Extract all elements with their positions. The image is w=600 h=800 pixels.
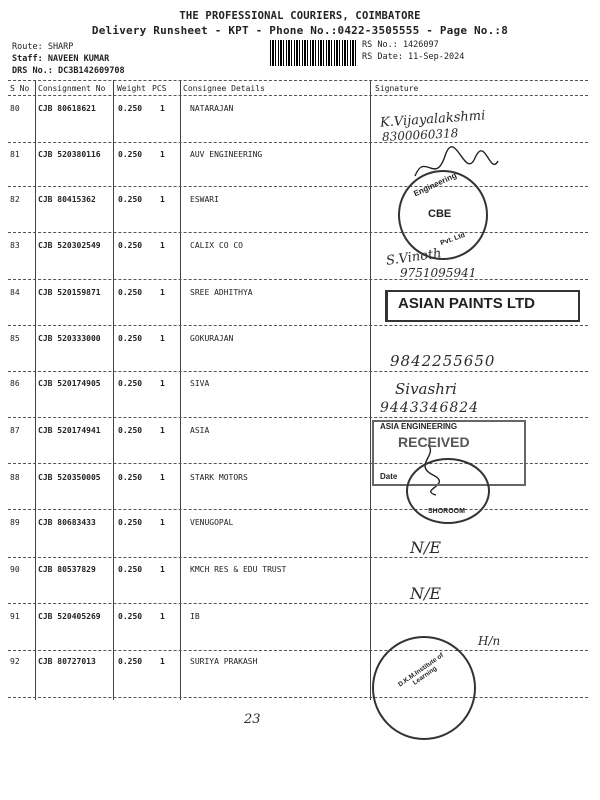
row-pcs: 1 <box>160 657 165 666</box>
institute-round-stamp <box>372 636 476 740</box>
drs-label: DRS No.: DC3B142609708 <box>12 66 125 76</box>
stamp1-top-text: Engineering <box>412 170 458 199</box>
row-consignment: CJB 520174905 <box>38 379 101 388</box>
company-title: THE PROFESSIONAL COURIERS, COIMBATORE <box>179 10 421 22</box>
row-pcs: 1 <box>160 241 165 250</box>
row-sno: 84 <box>10 288 20 297</box>
signature-83-phone: 9751095941 <box>400 266 477 280</box>
row-divider <box>8 325 588 326</box>
stamp2-text: ASIAN PAINTS LTD <box>398 295 535 312</box>
row-weight: 0.250 <box>118 426 143 435</box>
row-weight: 0.250 <box>118 334 143 343</box>
row-consignee: ASIA <box>190 426 210 435</box>
row-weight: 0.250 <box>118 518 143 527</box>
signature-80-phone: 8300060318 <box>381 126 459 144</box>
row-consignee: VENUGOPAL <box>190 518 234 527</box>
row-consignment: CJB 520159871 <box>38 288 101 297</box>
row-weight: 0.250 <box>118 612 143 621</box>
page-mark: 23 <box>244 712 261 727</box>
row-pcs: 1 <box>160 150 165 159</box>
row-consignment: CJB 80727013 <box>38 657 96 666</box>
rs-date: RS Date: 11-Sep-2024 <box>362 52 465 62</box>
runsheet-title: Delivery Runsheet - KPT - Phone No.:0422-3505555 - Page No.:8 <box>91 24 509 37</box>
row-weight: 0.250 <box>118 150 143 159</box>
row-consignment: CJB 80683433 <box>38 518 96 527</box>
column-divider <box>180 80 181 700</box>
row-divider <box>8 279 588 280</box>
signature-86-phone: 9443346824 <box>380 400 480 416</box>
row-consignee: GOKURAJAN <box>190 334 234 343</box>
row-weight: 0.250 <box>118 195 143 204</box>
row-consignment: CJB 80415362 <box>38 195 96 204</box>
row-consignee: KMCH RES & EDU TRUST <box>190 565 287 574</box>
row-divider <box>8 603 588 604</box>
stamp3-center-text: RECEIVED <box>398 434 470 450</box>
row-pcs: 1 <box>160 195 165 204</box>
staff-label: Staff: NAVEEN KUMAR <box>12 54 110 64</box>
row-divider <box>8 650 588 651</box>
row-pcs: 1 <box>160 518 165 527</box>
stamp3-top-text: ASIA ENGINEERING <box>380 422 458 431</box>
row-consignee: AUV ENGINEERING <box>190 150 263 159</box>
row-consignee: ESWARI <box>190 195 219 204</box>
row-consignment: CJB 520302549 <box>38 241 101 250</box>
row-consignee: SREE ADHITHYA <box>190 288 253 297</box>
column-divider <box>370 80 371 700</box>
col-consignment: Consignment No <box>38 84 106 93</box>
row-weight: 0.250 <box>118 473 143 482</box>
col-sno: S No <box>10 84 30 93</box>
col-pcs: PCS <box>152 84 167 93</box>
row-pcs: 1 <box>160 379 165 388</box>
stamp5-text: D.K.M.Institute of Learning <box>397 651 445 689</box>
row-consignment: CJB 520380116 <box>38 150 101 159</box>
col-weight: Weight <box>117 84 146 93</box>
row-consignment: CJB 520333000 <box>38 334 101 343</box>
header-bottom-rule <box>8 95 588 96</box>
row-sno: 88 <box>10 473 20 482</box>
stamp1-bottom-text: Pvt. Ltd <box>439 231 467 248</box>
note-ne-90: N/E <box>410 584 442 603</box>
row-pcs: 1 <box>160 426 165 435</box>
row-consignment: CJB 520405269 <box>38 612 101 621</box>
row-divider <box>8 371 588 372</box>
row-weight: 0.250 <box>118 104 143 113</box>
row-pcs: 1 <box>160 288 165 297</box>
row-sno: 91 <box>10 612 20 621</box>
column-divider <box>35 80 36 700</box>
row-weight: 0.250 <box>118 379 143 388</box>
signature-86-name: Sivashri <box>395 380 457 398</box>
row-sno: 83 <box>10 241 20 250</box>
row-sno: 86 <box>10 379 20 388</box>
row-pcs: 1 <box>160 565 165 574</box>
row-weight: 0.250 <box>118 657 143 666</box>
row-consignee: SIVA <box>190 379 210 388</box>
row-sno: 85 <box>10 334 20 343</box>
row-consignment: CJB 80618621 <box>38 104 96 113</box>
stamp1-center-text: CBE <box>428 208 452 220</box>
row-weight: 0.250 <box>118 565 143 574</box>
column-divider <box>113 80 114 700</box>
row-sno: 89 <box>10 518 20 527</box>
row-consignee: NATARAJAN <box>190 104 234 113</box>
col-consignee: Consignee Details <box>183 84 265 93</box>
row-pcs: 1 <box>160 104 165 113</box>
signature-83-name: S.Vinoth <box>385 246 443 269</box>
col-signature: Signature <box>375 84 419 93</box>
barcode-image <box>270 40 356 66</box>
row-divider <box>8 509 588 510</box>
stamp4-text: SHOROOM <box>428 508 465 515</box>
header-top-rule <box>8 80 588 81</box>
rs-number: RS No.: 1426097 <box>362 40 439 50</box>
row-divider <box>8 417 588 418</box>
row-consignment: CJB 520174941 <box>38 426 101 435</box>
row-divider <box>8 557 588 558</box>
signature-80-name: K.Vijayalakshmi <box>379 108 486 131</box>
row-sno: 81 <box>10 150 20 159</box>
row-divider <box>8 186 588 187</box>
row-consignment: CJB 520350005 <box>38 473 101 482</box>
row-pcs: 1 <box>160 612 165 621</box>
route-label: Route: SHARP <box>12 42 74 52</box>
row-sno: 90 <box>10 565 20 574</box>
row-sno: 80 <box>10 104 20 113</box>
row-divider <box>8 142 588 143</box>
row-consignment: CJB 80537829 <box>38 565 96 574</box>
signature-85-phone: 9842255650 <box>390 352 496 370</box>
row-sno: 82 <box>10 195 20 204</box>
stamp3-date-text: Date <box>380 472 398 481</box>
row-pcs: 1 <box>160 473 165 482</box>
row-divider <box>8 697 588 698</box>
row-divider <box>8 232 588 233</box>
row-sno: 92 <box>10 657 20 666</box>
row-consignee: STARK MOTORS <box>190 473 248 482</box>
row-consignee: SURIYA PRAKASH <box>190 657 258 666</box>
row-weight: 0.250 <box>118 241 143 250</box>
row-weight: 0.250 <box>118 288 143 297</box>
row-consignee: IB <box>190 612 200 621</box>
note-ne-89: N/E <box>410 538 442 557</box>
row-consignee: CALIX CO CO <box>190 241 243 250</box>
row-pcs: 1 <box>160 334 165 343</box>
row-sno: 87 <box>10 426 20 435</box>
note-hn-91: H/n <box>478 634 501 648</box>
